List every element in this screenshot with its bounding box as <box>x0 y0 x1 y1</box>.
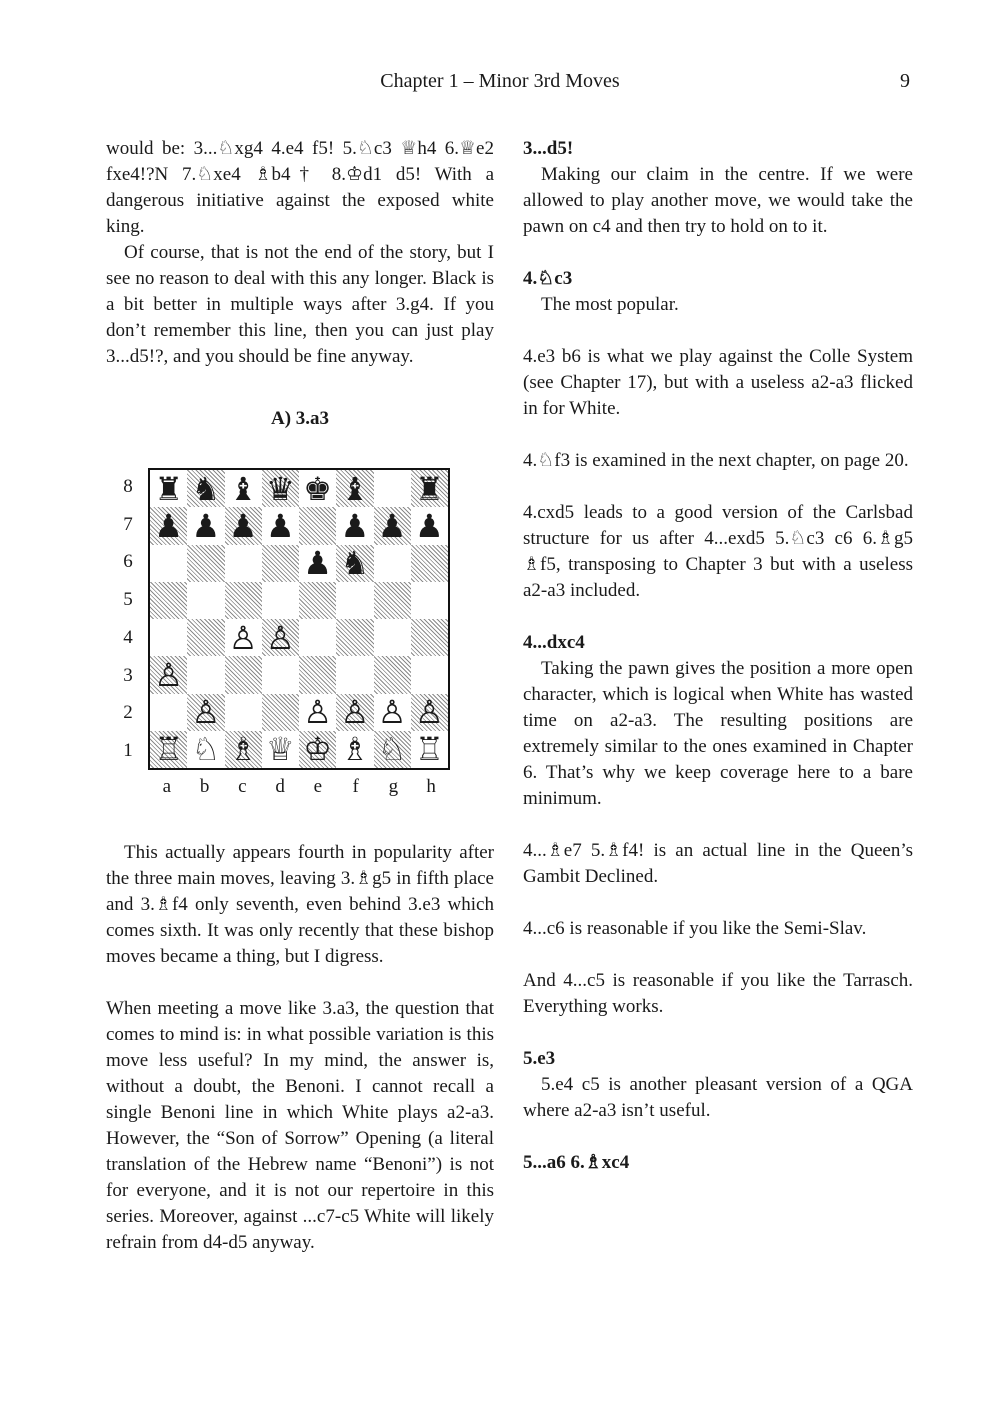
square-a3 <box>150 656 187 693</box>
chess-piece-icon: ♘ <box>191 730 221 769</box>
right-column <box>523 136 913 1176</box>
page-number: 9 <box>900 70 910 92</box>
file-label: h <box>426 776 436 797</box>
file-label: e <box>313 776 323 797</box>
chess-piece-icon: ♘ <box>377 730 407 769</box>
square-e2 <box>299 694 336 731</box>
paragraph: would be: 3...♘xg4 4.e4 f5! 5.♘c3 ♕h4 6.♕e2 fxe4!?N 7.♘xe4 ♗b4† 8.♔d1 d5! With a dangerous initiative against the exposed white king. <box>106 138 494 237</box>
square-e7 <box>299 507 336 544</box>
square-f3 <box>336 656 373 693</box>
chess-piece-icon: ♞ <box>340 544 370 583</box>
square-a8 <box>150 470 187 507</box>
square-b1 <box>187 731 224 768</box>
move-heading: 3...d5! <box>523 138 574 159</box>
paragraph: 4.♘f3 is examined in the next chapter, on page 20. <box>523 450 909 471</box>
chess-piece-icon: ♜ <box>415 469 444 508</box>
square-b3 <box>187 656 224 693</box>
chess-piece-icon: ♝ <box>340 469 370 508</box>
chess-piece-icon: ♔ <box>303 730 332 769</box>
chess-piece-icon: ♙ <box>191 693 221 732</box>
chess-piece-icon: ♖ <box>415 730 444 769</box>
move-heading: 4...dxc4 <box>523 632 585 653</box>
square-g8 <box>374 470 411 507</box>
chess-piece-icon: ♖ <box>154 730 183 769</box>
square-g5 <box>374 582 411 619</box>
paragraph: 4...♗e7 5.♗f4! is an actual line in the Queen’s Gambit Declined. <box>523 840 913 887</box>
square-a1 <box>150 731 187 768</box>
square-c7 <box>225 507 262 544</box>
rank-label: 8 <box>123 475 133 497</box>
paragraph: And 4...c5 is reasonable if you like the Tarrasch. Everything works. <box>523 970 913 1017</box>
square-b7 <box>187 507 224 544</box>
square-d5 <box>262 582 299 619</box>
paragraph: Making our claim in the centre. If we were allowed to play another move, we would take the pawn on c4 and then try to hold on to it. <box>523 164 913 237</box>
square-c1 <box>225 731 262 768</box>
chess-piece-icon: ♙ <box>228 618 258 657</box>
square-g6 <box>374 545 411 582</box>
chess-piece-icon: ♗ <box>228 730 258 769</box>
square-d2 <box>262 694 299 731</box>
chess-piece-icon: ♙ <box>340 693 370 732</box>
rank-label: 5 <box>123 589 133 611</box>
square-h4 <box>411 619 448 656</box>
square-g7 <box>374 507 411 544</box>
square-f7 <box>336 507 373 544</box>
square-g2 <box>374 694 411 731</box>
square-e6 <box>299 545 336 582</box>
chess-piece-icon: ♙ <box>266 618 295 657</box>
chess-piece-icon: ♗ <box>340 730 370 769</box>
square-e5 <box>299 582 336 619</box>
chess-piece-icon: ♟ <box>377 506 407 545</box>
file-label: b <box>199 776 210 797</box>
paragraph: The most popular. <box>541 294 679 315</box>
chess-piece-icon: ♙ <box>303 693 332 732</box>
chess-piece-icon: ♞ <box>191 469 221 508</box>
chess-piece-icon: ♛ <box>266 469 295 508</box>
chess-piece-icon: ♟ <box>266 506 295 545</box>
square-f5 <box>336 582 373 619</box>
rank-labels <box>116 468 140 770</box>
square-h3 <box>411 656 448 693</box>
chess-piece-icon: ♟ <box>303 544 332 583</box>
chess-piece-icon: ♚ <box>303 469 332 508</box>
square-b6 <box>187 545 224 582</box>
square-f6 <box>336 545 373 582</box>
paragraph: Taking the pawn gives the position a more open character, which is logical when White has wasted time on a2-a3. The resulting positions are extremely similar to the ones examined in Chapter 6. That’s why we keep coverage here to a bare minimum. <box>523 658 913 809</box>
paragraph: When meeting a move like 3.a3, the question that comes to mind is: in what possible variation is this move less useful? In my mind, the answer is, without a doubt, the Benoni. I cannot recall a single Benoni line in which White plays a2-a3. However, the “Son of Sorrow” Opening (a literal translation of the Hebrew name “Benoni”) is not for everyone, and it is not our repertoire in this series. Moreover, against ...c7-c5 White will likely refrain from d4-d5 anyway. <box>106 998 494 1253</box>
square-c2 <box>225 694 262 731</box>
section-heading: A) 3.a3 <box>270 408 330 429</box>
paragraph: 5.e4 c5 is another pleasant version of a QGA where a2-a3 isn’t useful. <box>523 1074 913 1121</box>
square-g3 <box>374 656 411 693</box>
square-h7 <box>411 507 448 544</box>
square-d6 <box>262 545 299 582</box>
paragraph: Of course, that is not the end of the story, but I see no reason to deal with this any longer. Black is a bit better in multiple ways after 3.g4. If you don’t remember this line, then you can just play 3...d5!?, and you should be fine anyway. <box>106 242 494 367</box>
move-heading: 5.e3 <box>523 1048 556 1069</box>
chess-piece-icon: ♙ <box>415 693 444 732</box>
file-label: d <box>275 776 285 797</box>
chess-piece-icon: ♟ <box>228 506 258 545</box>
rank-label: 1 <box>123 740 133 762</box>
square-h2 <box>411 694 448 731</box>
paragraph: 4.cxd5 leads to a good version of the Carlsbad structure for us after 4...exd5 5.♘c3 c6 6.♗g5 ♗f5, transposing to Chapter 3 but with a useless a2-a3 included. <box>523 502 913 601</box>
rank-label: 3 <box>123 664 133 686</box>
chess-piece-icon: ♜ <box>154 469 183 508</box>
square-f4 <box>336 619 373 656</box>
square-e4 <box>299 619 336 656</box>
square-b4 <box>187 619 224 656</box>
move-heading: 4.♘c3 <box>523 268 573 289</box>
square-c4 <box>225 619 262 656</box>
square-d4 <box>262 619 299 656</box>
square-a6 <box>150 545 187 582</box>
chess-piece-icon: ♕ <box>266 730 295 769</box>
file-label: c <box>238 776 247 797</box>
file-label: a <box>162 776 172 797</box>
move-heading: 5...a6 6.♗xc4 <box>523 1152 630 1173</box>
square-e1 <box>299 731 336 768</box>
chess-piece-icon: ♟ <box>415 506 444 545</box>
rank-label: 4 <box>123 626 133 648</box>
chess-piece-icon: ♟ <box>340 506 370 545</box>
chess-piece-icon: ♟ <box>191 506 221 545</box>
left-column <box>106 136 494 1256</box>
square-f8 <box>336 470 373 507</box>
paragraph: 4...c6 is reasonable if you like the Semi-Slav. <box>523 918 867 939</box>
square-c3 <box>225 656 262 693</box>
square-h1 <box>411 731 448 768</box>
file-label: f <box>352 776 359 797</box>
square-c8 <box>225 470 262 507</box>
square-g4 <box>374 619 411 656</box>
chess-diagram <box>106 462 494 822</box>
square-d3 <box>262 656 299 693</box>
rank-label: 6 <box>123 551 133 573</box>
square-b8 <box>187 470 224 507</box>
chapter-title: Chapter 1 – Minor 3rd Moves <box>380 70 620 92</box>
square-a2 <box>150 694 187 731</box>
square-e8 <box>299 470 336 507</box>
square-a5 <box>150 582 187 619</box>
chess-piece-icon: ♝ <box>228 469 258 508</box>
square-h6 <box>411 545 448 582</box>
square-a4 <box>150 619 187 656</box>
square-f2 <box>336 694 373 731</box>
file-label: g <box>388 776 399 797</box>
square-h5 <box>411 582 448 619</box>
square-g1 <box>374 731 411 768</box>
file-labels <box>148 774 450 800</box>
chess-piece-icon: ♙ <box>154 655 183 694</box>
square-b2 <box>187 694 224 731</box>
square-h8 <box>411 470 448 507</box>
rank-label: 7 <box>123 513 133 535</box>
square-a7 <box>150 507 187 544</box>
square-c5 <box>225 582 262 619</box>
square-b5 <box>187 582 224 619</box>
paragraph: This actually appears fourth in popularity after the three main moves, leaving 3.♗g5 in fifth place and 3.♗f4 only seventh, even behind 3.e3 which comes sixth. It was only recently that these bishop moves became a thing, but I digress. <box>106 842 494 967</box>
paragraph: 4.e3 b6 is what we play against the Colle System (see Chapter 17), but with a useless a2-a3 flicked in for White. <box>523 346 913 419</box>
square-e3 <box>299 656 336 693</box>
square-d7 <box>262 507 299 544</box>
chess-piece-icon: ♟ <box>154 506 183 545</box>
square-c6 <box>225 545 262 582</box>
square-d1 <box>262 731 299 768</box>
square-f1 <box>336 731 373 768</box>
chess-board <box>148 468 450 770</box>
square-d8 <box>262 470 299 507</box>
chess-piece-icon: ♙ <box>377 693 407 732</box>
rank-label: 2 <box>123 702 133 724</box>
